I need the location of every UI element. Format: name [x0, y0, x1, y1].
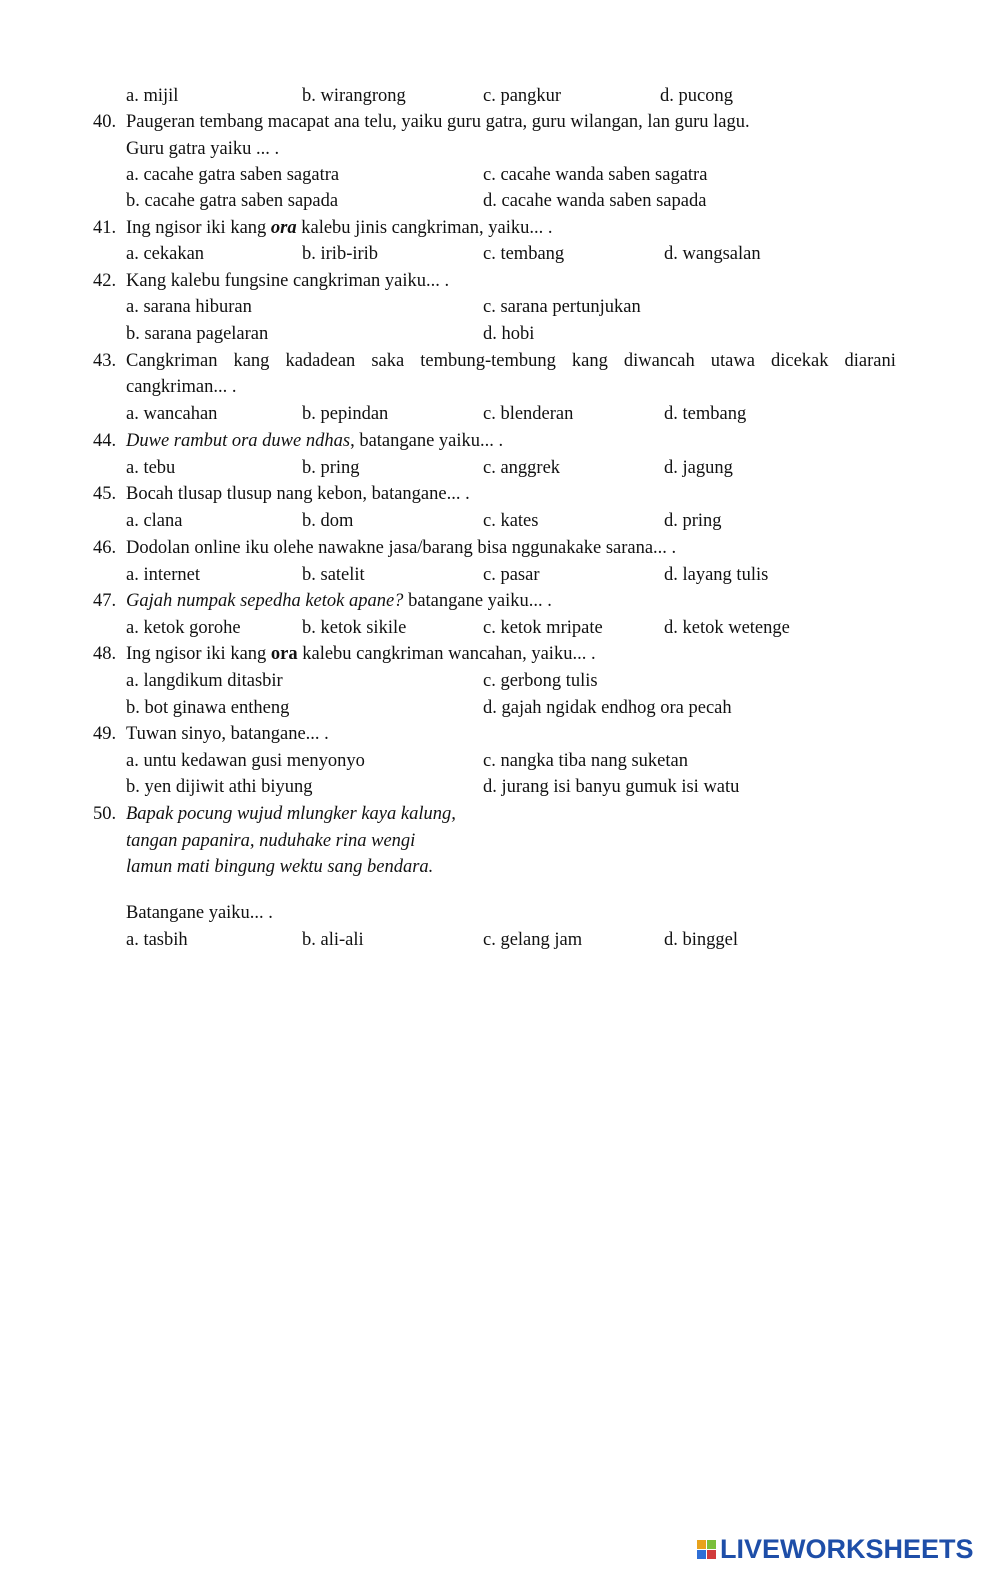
- q43-word: diwancah: [623, 351, 695, 371]
- q40-option-d[interactable]: d. cacahe wanda saben sapada: [483, 191, 707, 211]
- q43-word: tembung-tembung: [420, 351, 556, 371]
- q39-option-c[interactable]: c. pangkur: [483, 86, 562, 106]
- q50-option-a[interactable]: a. tasbih: [126, 930, 188, 950]
- q44-question: [126, 432, 503, 451]
- q46-question: Dodolan online iku olehe nawakne jasa/barang bisa nggunakake sarana... .: [126, 538, 677, 558]
- q40-number: 40.: [93, 112, 117, 132]
- q41-number: 41.: [93, 218, 117, 238]
- q47-riddle: Gajah numpak sepedha ketok apane?: [126, 591, 404, 611]
- q42-option-c[interactable]: c. sarana pertunjukan: [483, 297, 641, 317]
- q43-option-a[interactable]: a. wancahan: [126, 404, 218, 424]
- q46-number: 46.: [93, 538, 117, 558]
- q48-option-a[interactable]: a. langdikum ditasbir: [126, 671, 283, 691]
- q42-number: 42.: [93, 271, 117, 291]
- q48-question-post: kalebu cangkriman wancahan, yaiku... .: [297, 644, 596, 664]
- q43-word: kang: [233, 351, 270, 371]
- q39-option-d[interactable]: d. pucong: [660, 86, 733, 106]
- q46-option-c[interactable]: c. pasar: [483, 565, 540, 585]
- q49-option-c[interactable]: c. nangka tiba nang suketan: [483, 751, 688, 771]
- q42-option-b[interactable]: b. sarana pagelaran: [126, 324, 269, 344]
- liveworksheets-logo[interactable]: [697, 1534, 974, 1564]
- q40-question-line1: Paugeran tembang macapat ana telu, yaiku guru gatra, guru wilangan, lan guru lagu.: [126, 112, 750, 132]
- q44-number: 44.: [93, 431, 117, 451]
- q49-option-b[interactable]: b. yen dijiwit athi biyung: [126, 777, 313, 797]
- q43-word: dicekak: [770, 351, 829, 371]
- q49-question: Tuwan sinyo, batangane... .: [126, 724, 329, 744]
- q47-number: 47.: [93, 591, 117, 611]
- logo-grid-icon: [697, 1540, 716, 1559]
- q44-option-d[interactable]: d. jagung: [664, 458, 733, 478]
- q47-option-d[interactable]: d. ketok wetenge: [664, 618, 790, 638]
- q42-option-a[interactable]: a. sarana hiburan: [126, 297, 252, 317]
- q48-number: 48.: [93, 644, 117, 664]
- q43-word: saka: [371, 351, 405, 371]
- q47-question-post: batangane yaiku... .: [403, 591, 552, 611]
- q48-question-pre: Ing ngisor iki kang: [126, 644, 271, 664]
- q48-option-d[interactable]: d. gajah ngidak endhog ora pecah: [483, 698, 732, 718]
- q42-question: Kang kalebu fungsine cangkriman yaiku... .: [126, 271, 450, 291]
- q47-option-b[interactable]: b. ketok sikile: [302, 618, 407, 638]
- q39-option-b[interactable]: b. wirangrong: [302, 86, 406, 106]
- q40-option-c[interactable]: c. cacahe wanda saben sagatra: [483, 165, 708, 185]
- q50-option-c[interactable]: c. gelang jam: [483, 930, 583, 950]
- q44-option-b[interactable]: b. pring: [302, 458, 360, 478]
- q47-question: [126, 592, 552, 611]
- q45-option-b[interactable]: b. dom: [302, 511, 354, 531]
- q44-question-post: , batangane yaiku... .: [350, 431, 504, 451]
- q48-question-emphasis: ora: [270, 644, 298, 664]
- q50-verse-line3: lamun mati bingung wektu sang bendara.: [126, 857, 434, 877]
- q43-word: kadadean: [285, 351, 356, 371]
- q43-word: kang: [571, 351, 608, 371]
- q50-verse-line1: Bapak pocung wujud mlungker kaya kalung,: [126, 804, 456, 824]
- q49-option-d[interactable]: d. jurang isi banyu gumuk isi watu: [483, 777, 740, 797]
- q50-option-d[interactable]: d. binggel: [664, 930, 738, 950]
- q41-question-emphasis: ora: [270, 218, 297, 238]
- q43-question-line2: cangkriman... .: [126, 377, 237, 397]
- q48-option-c[interactable]: c. gerbong tulis: [483, 671, 598, 691]
- q40-question-line2: Guru gatra yaiku ... .: [126, 139, 280, 159]
- q44-option-a[interactable]: a. tebu: [126, 458, 176, 478]
- q45-number: 45.: [93, 484, 117, 504]
- q46-option-d[interactable]: d. layang tulis: [664, 565, 769, 585]
- q45-option-d[interactable]: d. pring: [664, 511, 722, 531]
- q45-question: Bocah tlusap tlusup nang kebon, batangane... .: [126, 484, 470, 504]
- q50-prompt: Batangane yaiku... .: [126, 903, 273, 923]
- q41-question: [126, 219, 552, 238]
- q50-number: 50.: [93, 804, 117, 824]
- q45-option-a[interactable]: a. clana: [126, 511, 183, 531]
- q40-option-b[interactable]: b. cacahe gatra saben sapada: [126, 191, 339, 211]
- q45-option-c[interactable]: c. kates: [483, 511, 539, 531]
- q41-question-pre: Ing ngisor iki kang: [126, 218, 271, 238]
- q42-option-d[interactable]: d. hobi: [483, 324, 535, 344]
- q49-option-a[interactable]: a. untu kedawan gusi menyonyo: [126, 751, 365, 771]
- q43-question-line1: [126, 352, 896, 371]
- q43-option-c[interactable]: c. blenderan: [483, 404, 574, 424]
- q44-option-c[interactable]: c. anggrek: [483, 458, 561, 478]
- q41-option-a[interactable]: a. cekakan: [126, 244, 205, 264]
- q46-option-b[interactable]: b. satelit: [302, 565, 365, 585]
- q50-verse-line2: tangan papanira, nuduhake rina wengi: [126, 831, 416, 851]
- q43-option-b[interactable]: b. pepindan: [302, 404, 389, 424]
- q41-option-c[interactable]: c. tembang: [483, 244, 565, 264]
- q39-option-a[interactable]: a. mijil: [126, 86, 179, 106]
- q43-word: Cangkriman: [126, 351, 218, 371]
- q44-riddle: Duwe rambut ora duwe ndhas: [126, 431, 351, 451]
- q40-option-a[interactable]: a. cacahe gatra saben sagatra: [126, 165, 340, 185]
- q50-option-b[interactable]: b. ali-ali: [302, 930, 364, 950]
- q47-option-c[interactable]: c. ketok mripate: [483, 618, 603, 638]
- logo-text: LIVEWORKSHEETS: [720, 1533, 974, 1564]
- q47-option-a[interactable]: a. ketok gorohe: [126, 618, 241, 638]
- q41-option-b[interactable]: b. irib-irib: [302, 244, 379, 264]
- q41-option-d[interactable]: d. wangsalan: [664, 244, 761, 264]
- q43-word: diarani: [844, 351, 896, 371]
- q43-word: utawa: [710, 351, 755, 371]
- q41-question-post: kalebu jinis cangkriman, yaiku... .: [296, 218, 553, 238]
- q48-question: [126, 645, 596, 664]
- q46-option-a[interactable]: a. internet: [126, 565, 200, 585]
- q43-option-d[interactable]: d. tembang: [664, 404, 747, 424]
- q43-number: 43.: [93, 351, 117, 371]
- q48-option-b[interactable]: b. bot ginawa entheng: [126, 698, 290, 718]
- q49-number: 49.: [93, 724, 117, 744]
